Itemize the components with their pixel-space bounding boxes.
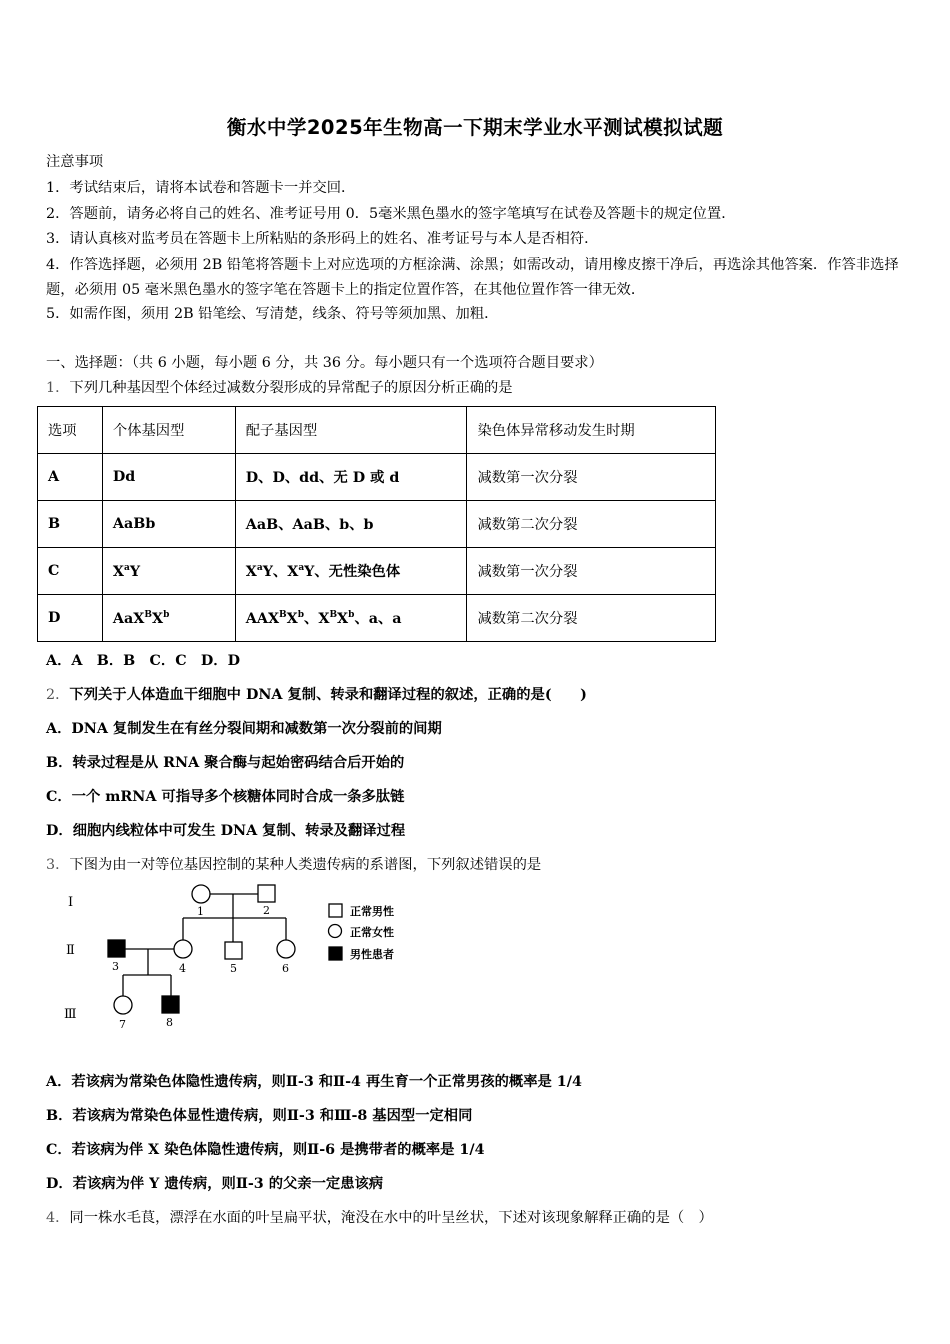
- table-cell: 减数第一次分裂: [467, 454, 716, 501]
- page-title: 衡水中学2025年生物高一下期末学业水平测试模拟试题: [226, 116, 724, 139]
- individual-id: 4: [179, 962, 186, 975]
- individual-id: 1: [197, 905, 204, 918]
- option-d: D．若该病为伴 Y 遗传病，则Ⅱ-3 的父亲一定患该病: [46, 1176, 384, 1192]
- option-d: D．细胞内线粒体中可发生 DNA 复制、转录及翻译过程: [46, 823, 406, 839]
- table-cell: A: [38, 454, 103, 501]
- legend-label: 男性患者: [350, 948, 394, 961]
- table-row: [38, 501, 716, 548]
- option-c: C．一个 mRNA 可指导多个核糖体同时合成一条多肽链: [46, 789, 405, 805]
- question-number: 1．: [46, 380, 70, 396]
- table-cell: AaBb: [102, 501, 235, 548]
- pedigree-chart: [56, 874, 426, 1036]
- notice-item: 2．答题前，请务必将自己的姓名、准考证号用 0．5毫米黑色墨水的签字笔填写在试卷及答题卡的规定位置．: [46, 206, 736, 222]
- table-row: [38, 454, 716, 501]
- question-text: 同一株水毛茛，漂浮在水面的叶呈扁平状，淹没在水中的叶呈丝状，下述对该现象解释正确的是（ ）: [69, 1210, 713, 1226]
- option-a: A．DNA 复制发生在有丝分裂间期和减数第一次分裂前的间期: [46, 721, 442, 737]
- table-cell: AaB、AaB、b、b: [235, 501, 467, 548]
- question-3-stem: [46, 854, 541, 874]
- table-cell: B: [38, 501, 103, 548]
- legend-male-normal-icon: [329, 904, 342, 917]
- table-cell: Dd: [102, 454, 235, 501]
- table-header-row: [38, 407, 716, 454]
- legend-label: 正常女性: [350, 926, 394, 939]
- notice-heading: 注意事项: [46, 154, 104, 170]
- table-cell: 减数第二次分裂: [467, 595, 716, 642]
- table-cell: D: [38, 595, 103, 642]
- question-text: 下图为由一对等位基因控制的某种人类遗传病的系谱图，下列叙述错误的是: [69, 857, 542, 873]
- individual-id: 8: [166, 1016, 173, 1029]
- pedigree-female-normal: [277, 940, 295, 958]
- table-header: 选项: [38, 407, 103, 454]
- table-header: 配子基因型: [235, 407, 467, 454]
- table-cell: D、D、dd、无 D 或 d: [235, 454, 467, 501]
- table-row: [38, 548, 716, 595]
- table-cell: 减数第一次分裂: [467, 548, 716, 595]
- question-number: 2．: [46, 687, 70, 703]
- pedigree-male-affected: [108, 940, 125, 957]
- table-cell: $AAX^BX^b$、$X^BX^b$、a、a: [235, 595, 467, 642]
- table-cell: $AaX^BX^b$: [102, 595, 235, 642]
- generation-label: Ⅲ: [64, 1007, 77, 1022]
- notice-item: 1．考试结束后，请将本试卷和答题卡一并交回．: [46, 180, 356, 196]
- individual-id: 6: [282, 962, 289, 975]
- generation-label: Ⅰ: [68, 895, 74, 910]
- section-heading: 一、选择题：（共 6 小题，每小题 6 分，共 36 分。每小题只有一个选项符合题目要求）: [46, 355, 603, 371]
- individual-id: 7: [119, 1018, 126, 1031]
- question-1-table: [37, 406, 716, 642]
- table-cell: $X^aY$、$X^aY$、无性染色体: [235, 548, 467, 595]
- pedigree-male-affected: [162, 996, 179, 1013]
- legend-male-affected-icon: [329, 947, 342, 960]
- question-number: 3．: [46, 857, 70, 873]
- notice-item: 3．请认真核对监考员在答题卡上所粘贴的条形码上的姓名、准考证号与本人是否相符．: [46, 231, 599, 247]
- option-c: C．若该病为伴 X 染色体隐性遗传病，则Ⅱ-6 是携带者的概率是 1/4: [46, 1142, 485, 1158]
- question-4-stem: [46, 1207, 713, 1227]
- table-cell: 减数第二次分裂: [467, 501, 716, 548]
- question-text: 下列几种基因型个体经过减数分裂形成的异常配子的原因分析正确的是: [69, 380, 513, 396]
- legend-label: 正常男性: [350, 905, 394, 918]
- notice-item: 4．作答选择题，必须用 2B 铅笔将答题卡上对应选项的方框涂满、涂黑；如需改动，请用橡皮擦干净后，再选涂其他答案．作答非选择题，必须用 05 毫米黑色墨水的签字笔在答题卡上的指定位置作答，在其他位置作答一律无效．: [46, 257, 899, 298]
- option-b: B．若该病为常染色体显性遗传病，则Ⅱ-3 和Ⅲ-8 基因型一定相同: [46, 1108, 473, 1124]
- pedigree-female-normal: [192, 885, 210, 903]
- table-header: 个体基因型: [102, 407, 235, 454]
- individual-id: 5: [230, 962, 237, 975]
- option-a: A．若该病为常染色体隐性遗传病，则Ⅱ-3 和Ⅱ-4 再生育一个正常男孩的概率是 1/4: [46, 1074, 582, 1090]
- table-cell: $X^aY$: [102, 548, 235, 595]
- table-header: 染色体异常移动发生时期: [467, 407, 716, 454]
- question-1-stem: [46, 377, 513, 397]
- generation-label: Ⅱ: [66, 943, 75, 958]
- option-b: B．转录过程是从 RNA 聚合酶与起始密码结合后开始的: [46, 755, 405, 771]
- pedigree-male-normal: [225, 942, 242, 959]
- notice-item: 5．如需作图，须用 2B 铅笔绘、写清楚，线条、符号等须加黑、加粗．: [46, 306, 499, 322]
- table-cell: C: [38, 548, 103, 595]
- pedigree-female-normal: [174, 940, 192, 958]
- pedigree-male-normal: [258, 885, 275, 902]
- table-row: [38, 595, 716, 642]
- question-2-stem: [46, 684, 587, 704]
- individual-id: 2: [263, 904, 270, 917]
- question-text: 下列关于人体造血干细胞中 DNA 复制、转录和翻译过程的叙述，正确的是( ): [69, 687, 587, 703]
- question-number: 4．: [46, 1210, 70, 1226]
- pedigree-female-normal: [114, 996, 132, 1014]
- individual-id: 3: [112, 960, 119, 973]
- question-1-choices: A．A B．B C．C D．D: [46, 653, 240, 669]
- legend-female-normal-icon: [329, 925, 342, 938]
